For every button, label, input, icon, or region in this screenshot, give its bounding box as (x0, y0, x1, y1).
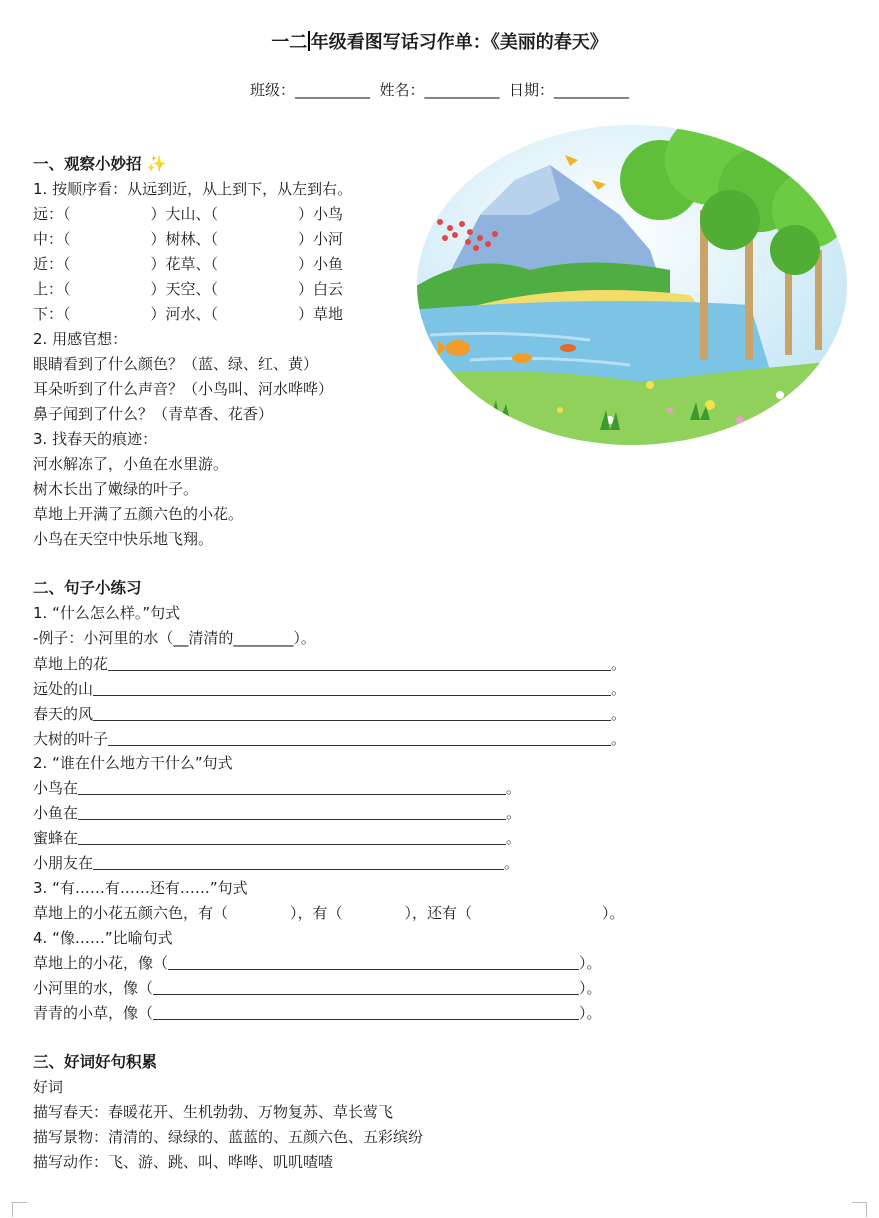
spring-scene-illustration (410, 120, 850, 450)
spring-trace: 河水解冻了，小鱼在水里游。 (33, 455, 229, 473)
answer-line: 青青的小草，像（ ）。 (33, 1004, 602, 1022)
answer-line: 草地上的花 。 (33, 655, 627, 673)
order-row-near: 近：（ ）花草、（ ）小鱼 (33, 255, 344, 273)
vocab-line: 描写动作：飞、游、跳、叫、哗哗、叽叽喳喳 (33, 1153, 334, 1171)
spring-trace: 小鸟在天空中快乐地飞翔。 (33, 530, 214, 548)
sense-smell: 鼻子闻到了什么？（青草香、花香） (33, 405, 274, 423)
spring-trace: 草地上开满了五颜六色的小花。 (33, 505, 244, 523)
spring-trace: 树木长出了嫩绿的叶子。 (33, 480, 199, 498)
blank[interactable] (93, 706, 611, 721)
pattern-3-title: 3. “有……有……还有……”句式 (33, 879, 248, 897)
pattern-1-example: -例子：小河里的水（__清清的________）。 (33, 629, 316, 647)
pattern-2-title: 2. “谁在什么地方干什么”句式 (33, 754, 233, 772)
section-sentence-heading: 二、句子小练习 (33, 579, 142, 597)
observe-q2: 2. 用感官想： (33, 330, 128, 348)
blank[interactable] (153, 1005, 579, 1020)
sparkle-icon: ✨ (146, 154, 167, 173)
answer-line: 远处的山 。 (33, 680, 627, 698)
answer-line: 春天的风 。 (33, 705, 627, 723)
blank[interactable] (108, 656, 611, 671)
pattern-4-title: 4. “像……”比喻句式 (33, 929, 173, 947)
vocab-subheading: 好词 (33, 1078, 64, 1096)
blank[interactable] (78, 805, 506, 820)
pattern-3-answer: 草地上的小花五颜六色，有（ ），有（ ），还有（ ）。 (33, 904, 625, 922)
answer-line: 小鱼在 。 (33, 804, 522, 822)
student-info-line: 班级：__________ 姓名：__________ 日期：__________ (249, 81, 630, 99)
sense-hearing: 耳朵听到了什么声音？（小鸟叫、河水哗哗） (33, 380, 334, 398)
order-row-far: 远：（ ）大山、（ ）小鸟 (33, 205, 344, 223)
answer-line: 草地上的小花，像（ ）。 (33, 954, 602, 972)
vocab-line: 描写春天：春暖花开、生机勃勃、万物复苏、草长莺飞 (33, 1103, 394, 1121)
observe-q3: 3. 找春天的痕迹： (33, 430, 158, 448)
answer-line: 蜜蜂在 。 (33, 829, 522, 847)
answer-line: 小河里的水，像（ ）。 (33, 979, 602, 997)
section-observe-heading: 一、观察小妙招 ✨ (33, 154, 167, 173)
answer-line: 大树的叶子 。 (33, 730, 627, 748)
vocab-line: 描写景物：清清的、绿绿的、蓝蓝的、五颜六色、五彩缤纷 (33, 1128, 424, 1146)
text-cursor (308, 31, 310, 51)
blank[interactable] (93, 855, 504, 870)
blank[interactable] (93, 681, 611, 696)
page-corner-mark (852, 1202, 867, 1217)
page-title: 一二 年级看图写话习作单：《美丽的春天》 (271, 32, 608, 53)
blank[interactable] (78, 780, 506, 795)
section-vocab-heading: 三、好词好句积累 (33, 1053, 158, 1071)
blank[interactable] (108, 731, 611, 746)
blank[interactable] (153, 980, 579, 995)
order-row-up: 上：（ ）天空、（ ）白云 (33, 280, 344, 298)
pattern-1-title: 1. “什么怎么样。”句式 (33, 604, 181, 622)
observe-q1: 1. 按顺序看：从远到近，从上到下，从左到右。 (33, 180, 353, 198)
order-row-down: 下：（ ）河水、（ ）草地 (33, 305, 344, 323)
answer-line: 小朋友在 。 (33, 854, 520, 872)
page-corner-mark (12, 1202, 27, 1217)
answer-line: 小鸟在 。 (33, 779, 522, 797)
order-row-middle: 中：（ ）树林、（ ）小河 (33, 230, 344, 248)
blank[interactable] (78, 830, 506, 845)
sense-sight: 眼睛看到了什么颜色？（蓝、绿、红、黄） (33, 355, 319, 373)
blank[interactable] (168, 955, 579, 970)
